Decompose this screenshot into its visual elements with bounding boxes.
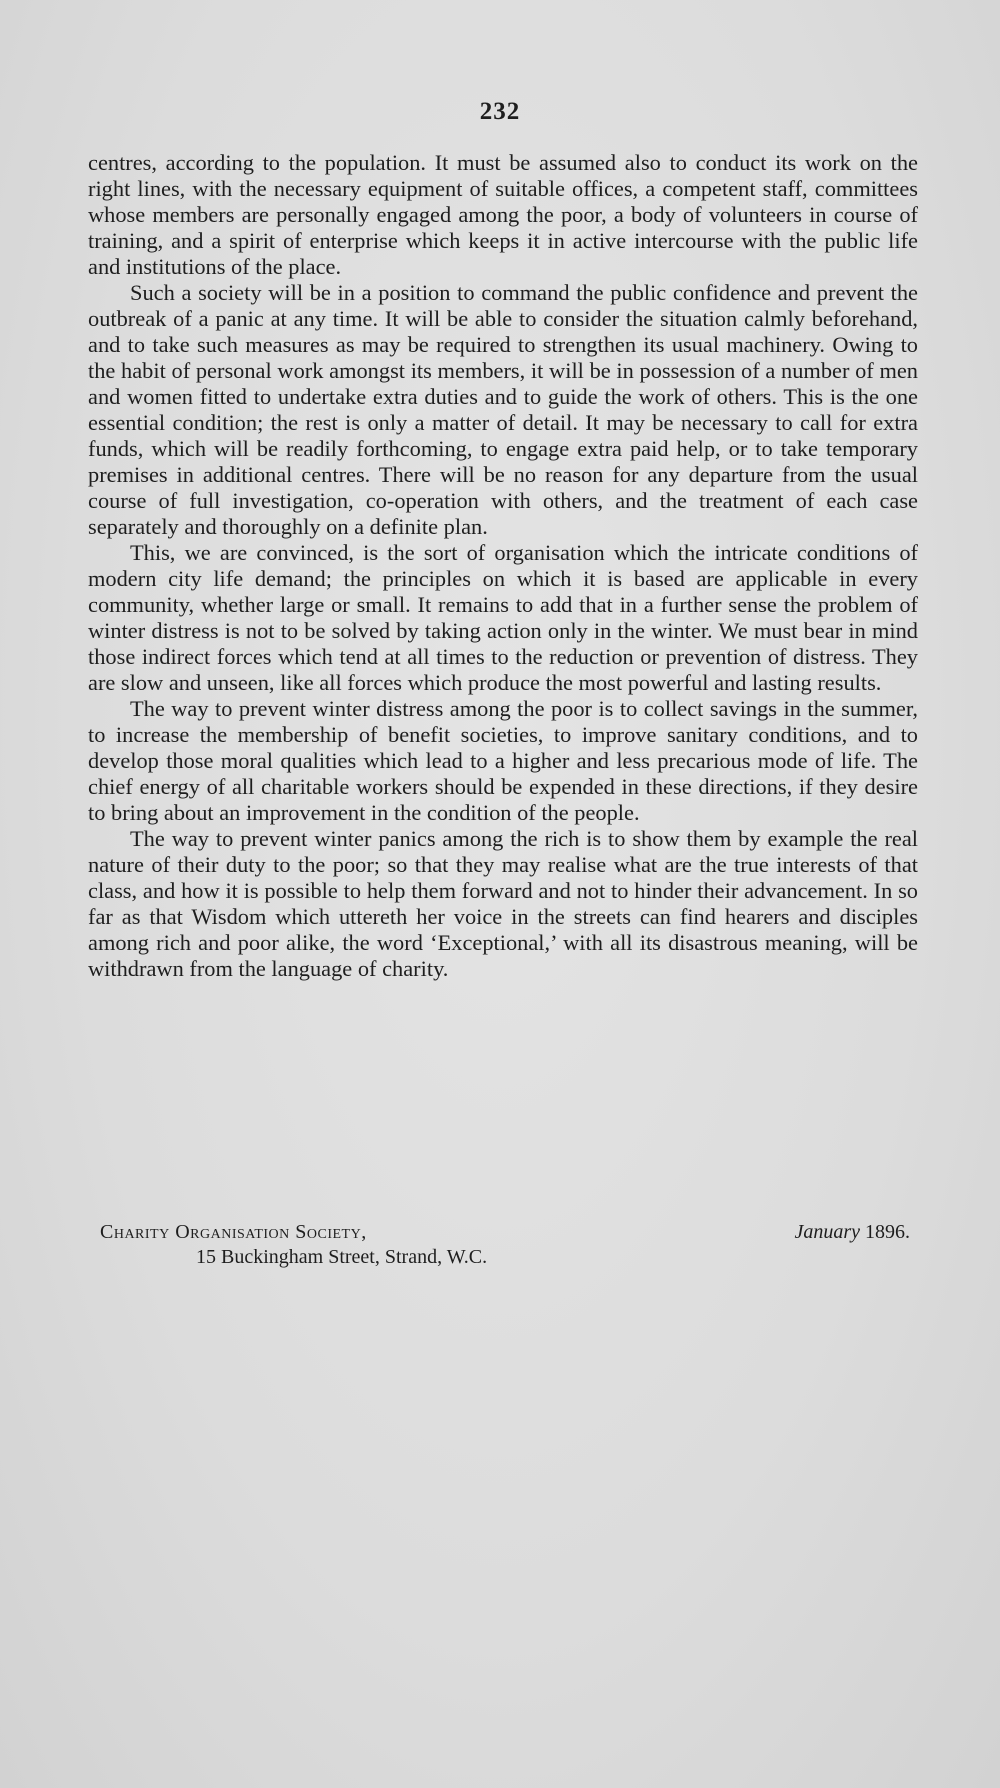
page-number: 232 bbox=[479, 98, 521, 125]
paragraph-3: This, we are convinced, is the sort of organisation which the intricate conditions of modern city life demand; the principles on which it is based are applicable in every community, whether large or small. It remains to add that in a further sense the problem of winter distress is not to be solved by taking action only in the winter. We must bear in mind those indirect forces which tend at all times to the reduction or prevention of distress. They are slow and unseen, like all forces which produce the most powerful and lasting results. bbox=[88, 540, 918, 695]
organisation-name: Charity Organisation Society, bbox=[100, 1221, 367, 1243]
paragraph-4: The way to prevent winter distress among the poor is to collect savings in the summer, to increase the membership of benefit societies, to improve sanitary conditions, and to develop those moral qualities which lead to a higher and less precarious mode of life. The chief energy of all charitable workers should be expended in these directions, if they desire to bring about an improvement in the condition of the people. bbox=[88, 696, 918, 825]
date-year: 1896. bbox=[865, 1221, 910, 1243]
paragraph-1: centres, according to the population. It must be assumed also to conduct its work on the right lines, with the necessary equipment of suitable offices, a competent staff, committees whose members are personally engaged among the poor, a body of volunteers in course of training, and a spirit of enterprise which keeps it in active intercourse with the public life and institutions of the place. bbox=[88, 150, 918, 279]
organisation-address: 15 Buckingham Street, Strand, W.C. bbox=[196, 1246, 488, 1268]
signature-block bbox=[100, 1220, 910, 1270]
date-month: January bbox=[794, 1221, 860, 1243]
paragraph-5: The way to prevent winter panics among the rich is to show them by example the real nature of their duty to the poor; so that they may realise what are the true interests of that class, and how it is possible to help them forward and not to hinder their advancement. In so far as that Wisdom which uttereth her voice in the streets can find hearers and disciples among rich and poor alike, the word ‘Exceptional,’ with all its disastrous meaning, will be withdrawn from the language of charity. bbox=[88, 826, 918, 981]
paragraph-2: Such a society will be in a position to command the public confidence and prevent the outbreak of a panic at any time. It will be able to consider the situation calmly beforehand, and to take such measures as may be required to strengthen its usual machinery. Owing to the habit of personal work amongst its members, it will be in possession of a number of men and women fitted to undertake extra duties and to guide the work of others. This is the one essential condition; the rest is only a matter of detail. It may be necessary to call for extra funds, which will be readily forthcoming, to engage extra paid help, or to take temporary premises in additional centres. There will be no reason for any departure from the usual course of full investigation, co-operation with others, and the treatment of each case separately and thoroughly on a definite plan. bbox=[88, 280, 918, 539]
body-text bbox=[88, 150, 918, 982]
date-line bbox=[794, 1220, 910, 1245]
